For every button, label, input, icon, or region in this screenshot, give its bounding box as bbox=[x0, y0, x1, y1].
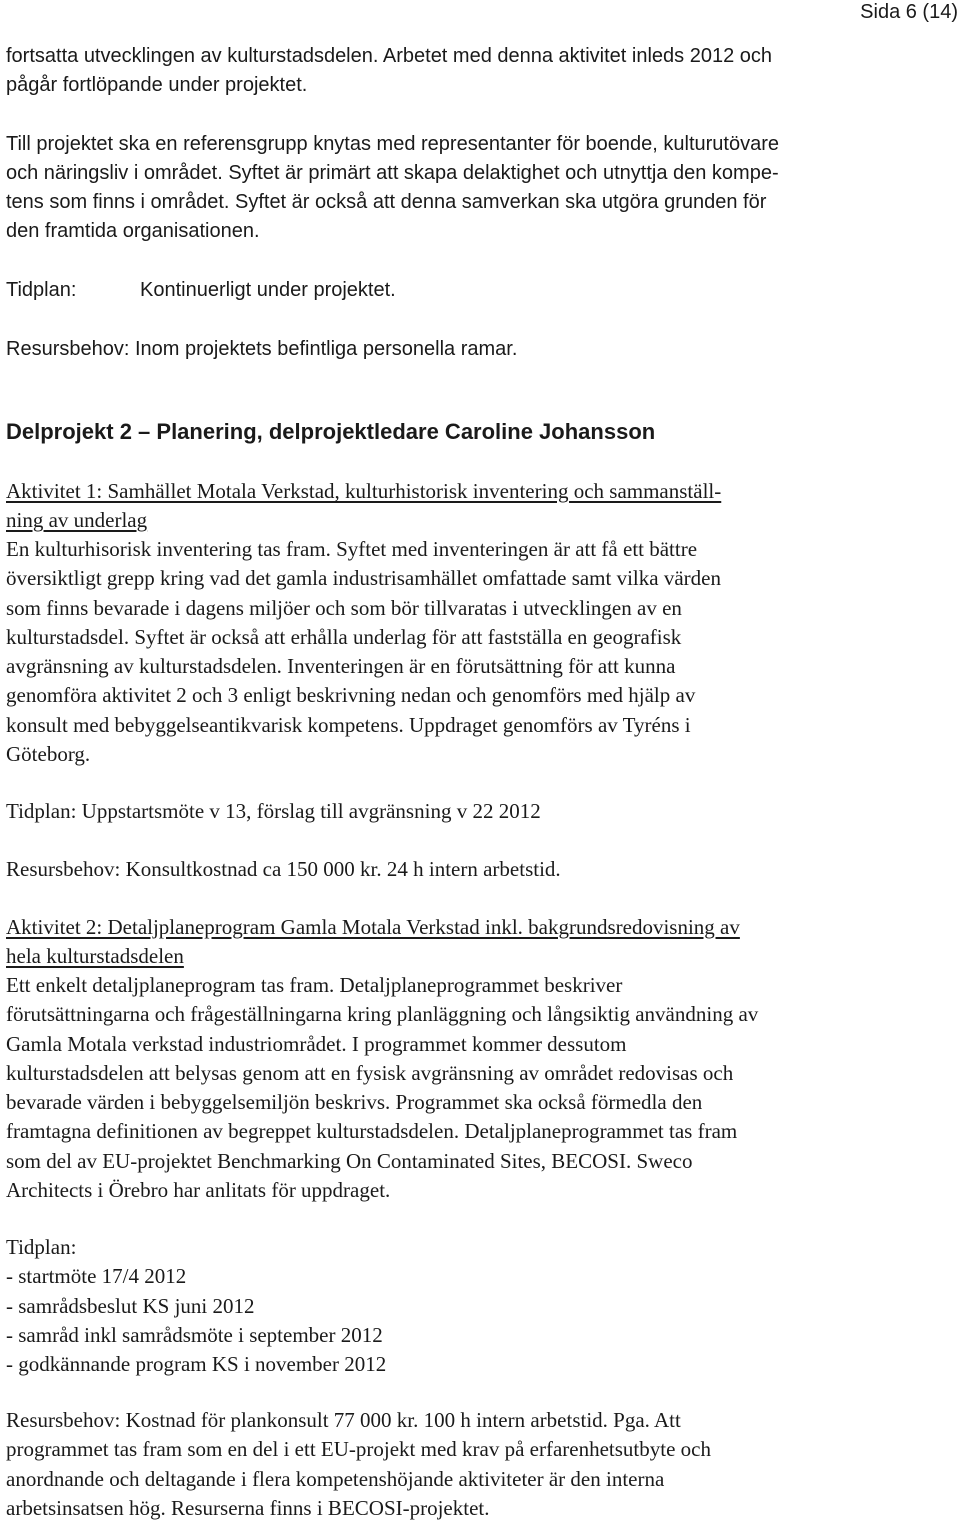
intro-tidplan bbox=[6, 276, 396, 305]
intro-resursbehov: Resursbehov: Inom projektets befintliga personella ramar. bbox=[6, 338, 518, 360]
text-line: Architects i Örebro har anlitats för uppdraget. bbox=[6, 1178, 391, 1203]
text-line: anordnande och deltagande i flera kompetenshöjande aktiviteter är den interna bbox=[6, 1466, 665, 1491]
text-line: som finns bevarade i dagens miljöer och som bör tillvaratas i utvecklingen av en bbox=[6, 595, 682, 620]
tidplan-item: - godkännande program KS i november 2012 bbox=[6, 1352, 387, 1377]
text-line: arbetsinsatsen hög. Resurserna finns i BECOSI-projektet. bbox=[6, 1495, 490, 1520]
tidplan-label: Tidplan: bbox=[6, 1235, 77, 1259]
text-line: Resursbehov: Kostnad för plankonsult 77 000 kr. 100 h intern arbetstid. Pga. Att bbox=[6, 1408, 681, 1432]
aktivitet-1-body bbox=[6, 535, 721, 769]
text-line: Till projektet ska en referensgrupp knytas med representanter för boende, kulturutövare bbox=[6, 133, 780, 155]
text-line: bevarade värden i bebyggelsemiljön beskrivs. Programmet ska också förmedla den bbox=[6, 1090, 703, 1115]
tidplan-item: - samrådsbeslut KS juni 2012 bbox=[6, 1293, 255, 1318]
text-line: kulturstadsdelen att belysas genom att en fysisk avgränsning av området redovisas och bbox=[6, 1060, 734, 1085]
tidplan-value: Kontinuerligt under projektet. bbox=[140, 279, 396, 301]
text-line: som del av EU-projektet Benchmarking On Contaminated Sites, BECOSI. Sweco bbox=[6, 1148, 693, 1173]
aktivitet-2-resursbehov bbox=[6, 1406, 711, 1523]
text-line: den framtida organisationen. bbox=[6, 220, 260, 242]
text-line: tens som finns i området. Syftet är också att denna samverkan ska utgöra grunden för bbox=[6, 191, 767, 213]
aktivitet-1-tidplan: Tidplan: Uppstartsmöte v 13, förslag till avgränsning v 22 2012 bbox=[6, 799, 541, 823]
aktivitet-2-tidplan bbox=[6, 1233, 386, 1379]
tidplan-item: - samråd inkl samrådsmöte i september 2012 bbox=[6, 1322, 383, 1347]
text-line: framtagna definitionen av begreppet kulturstadsdelen. Detaljplaneprogrammet tas fram bbox=[6, 1119, 738, 1144]
aktivitet-2-body bbox=[6, 971, 758, 1205]
aktivitet-1-title bbox=[6, 477, 721, 536]
title-line: ning av underlag bbox=[6, 508, 148, 533]
page-number: Sida 6 (14) bbox=[860, 1, 958, 23]
title-line: Aktivitet 1: Samhället Motala Verkstad, kulturhistorisk inventering och sammanställ- bbox=[6, 479, 722, 503]
text-line: programmet tas fram som en del i ett EU-projekt med krav på erfarenhetsutbyte och bbox=[6, 1437, 711, 1462]
text-line: En kulturhisorisk inventering tas fram. Syftet med inventeringen är att få ett bättre bbox=[6, 537, 698, 561]
title-line: Aktivitet 2: Detaljplaneprogram Gamla Motala Verkstad inkl. bakgrundsredovisning av bbox=[6, 915, 740, 939]
text-line: kulturstadsdel. Syftet är också att erhålla underlag för att fastställa en geografisk bbox=[6, 624, 682, 649]
text-line: Ett enkelt detaljplaneprogram tas fram. Detaljplaneprogrammet beskriver bbox=[6, 973, 623, 997]
aktivitet-1-resursbehov: Resursbehov: Konsultkostnad ca 150 000 kr. 24 h intern arbetstid. bbox=[6, 857, 561, 881]
tidplan-label: Tidplan: bbox=[6, 279, 77, 301]
text-line: Göteborg. bbox=[6, 742, 91, 767]
text-line: fortsatta utvecklingen av kulturstadsdelen. Arbetet med denna aktivitet inleds 2012 och bbox=[6, 45, 773, 67]
text-line: konsult med bebyggelseantikvarisk kompetens. Uppdraget genomförs av Tyréns i bbox=[6, 712, 691, 737]
text-line: pågår fortlöpande under projektet. bbox=[6, 74, 308, 96]
text-line: genomföra aktivitet 2 och 3 enligt beskrivning nedan och genomförs med hjälp av bbox=[6, 683, 696, 708]
text-line: förutsättningarna och frågeställningarna kring planläggning och långsiktig användning av bbox=[6, 1002, 759, 1027]
text-line: och näringsliv i området. Syftet är primärt att skapa delaktighet och utnyttja den kompe- bbox=[6, 162, 779, 184]
aktivitet-2-title bbox=[6, 913, 740, 972]
intro-paragraph-2 bbox=[6, 130, 779, 246]
title-line: hela kulturstadsdelen bbox=[6, 944, 184, 969]
section-heading: Delprojekt 2 – Planering, delprojektledare Caroline Johansson bbox=[6, 419, 656, 444]
text-line: översiktligt grepp kring vad det gamla industrisamhället omfattade samt vilka värden bbox=[6, 566, 721, 591]
tidplan-item: - startmöte 17/4 2012 bbox=[6, 1264, 187, 1289]
text-line: avgränsning av kulturstadsdelen. Inventeringen är en förutsättning för att kunna bbox=[6, 654, 676, 679]
text-line: Gamla Motala verkstad industriområdet. I programmet kommer dessutom bbox=[6, 1031, 627, 1056]
intro-paragraph-1 bbox=[6, 42, 772, 100]
